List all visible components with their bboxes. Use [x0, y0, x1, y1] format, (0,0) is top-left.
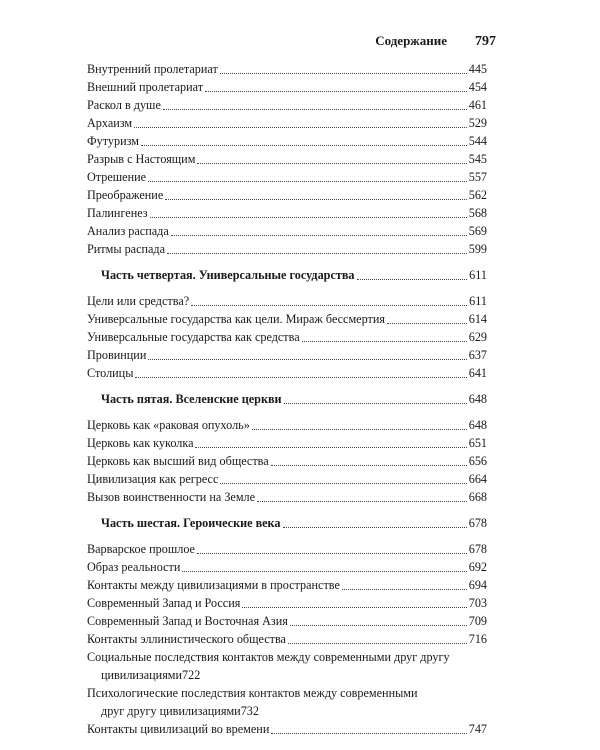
toc-entry-page: 445: [468, 62, 487, 76]
toc-entry-page: 611: [469, 294, 487, 308]
toc-entry-page: 569: [468, 224, 487, 238]
toc-entry-multiline[interactable]: [87, 684, 487, 720]
toc-entry-page: 648: [468, 418, 487, 432]
leader-dots: [288, 643, 467, 644]
toc-entry-page: 692: [468, 560, 487, 574]
toc-entry[interactable]: [87, 328, 487, 346]
toc-entry-label: Современный Запад и Россия: [87, 596, 241, 610]
toc-entry[interactable]: [87, 364, 487, 382]
page-number: 797: [475, 34, 496, 49]
toc-entry-page: 614: [468, 312, 487, 326]
toc-entry[interactable]: [87, 540, 487, 558]
toc-entry-page: 454: [468, 80, 487, 94]
leader-dots: [171, 235, 467, 236]
toc-entry[interactable]: [87, 488, 487, 506]
leader-dots: [165, 199, 466, 200]
toc-entry-page: 629: [468, 330, 487, 344]
toc-entry[interactable]: [87, 576, 487, 594]
page-header: [375, 33, 496, 50]
toc-entry-page: 732: [240, 704, 259, 718]
toc-entry-label: Образ реальности: [87, 560, 181, 574]
toc-entry-label: Футуризм: [87, 134, 139, 148]
toc-entry[interactable]: [87, 132, 487, 150]
toc-entry-label: Контакты эллинистического общества: [87, 632, 286, 646]
leader-dots: [252, 429, 467, 430]
leader-dots: [182, 571, 466, 572]
toc-entry-page: 562: [468, 188, 487, 202]
leader-dots: [197, 163, 466, 164]
toc-entry-multiline[interactable]: [87, 648, 487, 684]
leader-dots: [387, 323, 467, 324]
toc-entry-label: Цели или средства?: [87, 294, 190, 308]
toc-entry[interactable]: [87, 310, 487, 328]
toc-entry[interactable]: [87, 114, 487, 132]
toc-entry-page: 557: [468, 170, 487, 184]
toc-entry[interactable]: [87, 60, 487, 78]
toc-entry-label: Анализ распада: [87, 224, 169, 238]
toc-entry-label-line2: друг другу цивилизациями: [101, 704, 241, 718]
toc-entry-label-line1: Социальные последствия контактов между современными друг другу: [87, 650, 450, 664]
toc-entry-page: 637: [468, 348, 487, 362]
toc-entry-page: 529: [468, 116, 487, 130]
toc-entry-label: Отрешение: [87, 170, 147, 184]
leader-dots: [302, 341, 467, 342]
leader-dots: [220, 483, 466, 484]
toc-entry[interactable]: [87, 470, 487, 488]
leader-dots: [271, 465, 467, 466]
toc-entry[interactable]: [87, 630, 487, 648]
toc-entry-page: 599: [468, 242, 487, 256]
toc-entry-label: Преображение: [87, 188, 164, 202]
toc-entry-label: Варварское прошлое: [87, 542, 195, 556]
toc-entry-label: Церковь как высший вид общества: [87, 454, 269, 468]
toc-entry-label: Провинции: [87, 348, 147, 362]
toc-entry-page: 678: [468, 542, 487, 556]
toc-entry[interactable]: [87, 346, 487, 364]
toc-entry-label: Универсальные государства как средства: [87, 330, 300, 344]
toc-entry-label: Внешний пролетариат: [87, 80, 204, 94]
toc-entry-label: Вызов воинственности на Земле: [87, 490, 256, 504]
leader-dots: [257, 501, 467, 502]
toc-entry-label-line2: цивилизациями: [101, 668, 183, 682]
toc-entry[interactable]: [87, 150, 487, 168]
leader-dots: [220, 73, 467, 74]
leader-dots: [197, 553, 467, 554]
toc-entry[interactable]: [87, 292, 487, 310]
toc-entry-page: 703: [468, 596, 487, 610]
toc-entry[interactable]: Контакты цивилизаций во времени 747: [87, 722, 487, 736]
leader-dots: [290, 625, 467, 626]
toc-entry[interactable]: [87, 222, 487, 240]
toc-entry-page: 651: [468, 436, 487, 450]
leader-dots: [242, 607, 466, 608]
toc-entry-label: Современный Запад и Восточная Азия: [87, 614, 288, 628]
toc-entry-page: 641: [468, 366, 487, 380]
toc-entry-label: Цивилизация как регресс: [87, 472, 219, 486]
toc-entry-label: Раскол в душе: [87, 98, 161, 112]
table-of-contents: [87, 60, 487, 738]
toc-entry[interactable]: [87, 96, 487, 114]
leader-dots: [134, 127, 467, 128]
toc-part-heading[interactable]: Часть четвертая. Универсальные государства 611: [101, 268, 487, 282]
toc-entry-label-line1: Психологические последствия контактов между современными: [87, 686, 418, 700]
toc-entry[interactable]: [87, 186, 487, 204]
leader-dots: [135, 377, 466, 378]
toc-entry[interactable]: [87, 416, 487, 434]
toc-entry-label: Ритмы распада: [87, 242, 166, 256]
toc-entry-label: Архаизм: [87, 116, 133, 130]
leader-dots: [191, 305, 467, 306]
toc-part-heading[interactable]: Часть шестая. Героические века 678: [101, 516, 487, 530]
toc-entry[interactable]: [87, 558, 487, 576]
toc-entry-label: Внутренний пролетариат: [87, 62, 218, 76]
toc-entry-page: 664: [468, 472, 487, 486]
toc-entry-label: Разрыв с Настоящим: [87, 152, 196, 166]
leader-dots: [195, 447, 466, 448]
toc-entry[interactable]: [87, 204, 487, 222]
leader-dots: [167, 253, 467, 254]
toc-entry-label: Контакты между цивилизациями в пространстве: [87, 578, 340, 592]
toc-entry-page: 656: [468, 454, 487, 468]
toc-entry-label: Церковь как куколка: [87, 436, 194, 450]
toc-entry-page: 716: [468, 632, 487, 646]
toc-entry[interactable]: [87, 452, 487, 470]
leader-dots: [148, 359, 466, 360]
toc-entry[interactable]: [87, 78, 487, 96]
leader-dots: [141, 145, 467, 146]
toc-entry-page: 722: [182, 668, 201, 682]
leader-dots: [163, 109, 467, 110]
toc-entry-page: 694: [468, 578, 487, 592]
toc-entry[interactable]: [87, 594, 487, 612]
toc-entry-page: 668: [468, 490, 487, 504]
toc-entry-page: 461: [468, 98, 487, 112]
leader-dots: [205, 91, 467, 92]
toc-entry[interactable]: [87, 434, 487, 452]
toc-entry-label: Церковь как «раковая опухоль»: [87, 418, 250, 432]
leader-dots: [342, 589, 467, 590]
toc-part-heading[interactable]: Часть пятая. Вселенские церкви 648: [101, 392, 487, 406]
leader-dots: [148, 181, 467, 182]
toc-entry-page: 709: [468, 614, 487, 628]
toc-entry-label: Столицы: [87, 366, 134, 380]
toc-entry[interactable]: [87, 612, 487, 630]
running-title: Содержание: [375, 33, 447, 48]
toc-entry-label: Универсальные государства как цели. Мираж бессмертия: [87, 312, 385, 326]
toc-entry-page: 545: [468, 152, 487, 166]
toc-entry[interactable]: [87, 240, 487, 258]
toc-entry-page: 568: [468, 206, 487, 220]
toc-entry-page: 544: [468, 134, 487, 148]
leader-dots: [150, 217, 467, 218]
toc-entry-label: Палингенез: [87, 206, 148, 220]
toc-entry[interactable]: [87, 168, 487, 186]
